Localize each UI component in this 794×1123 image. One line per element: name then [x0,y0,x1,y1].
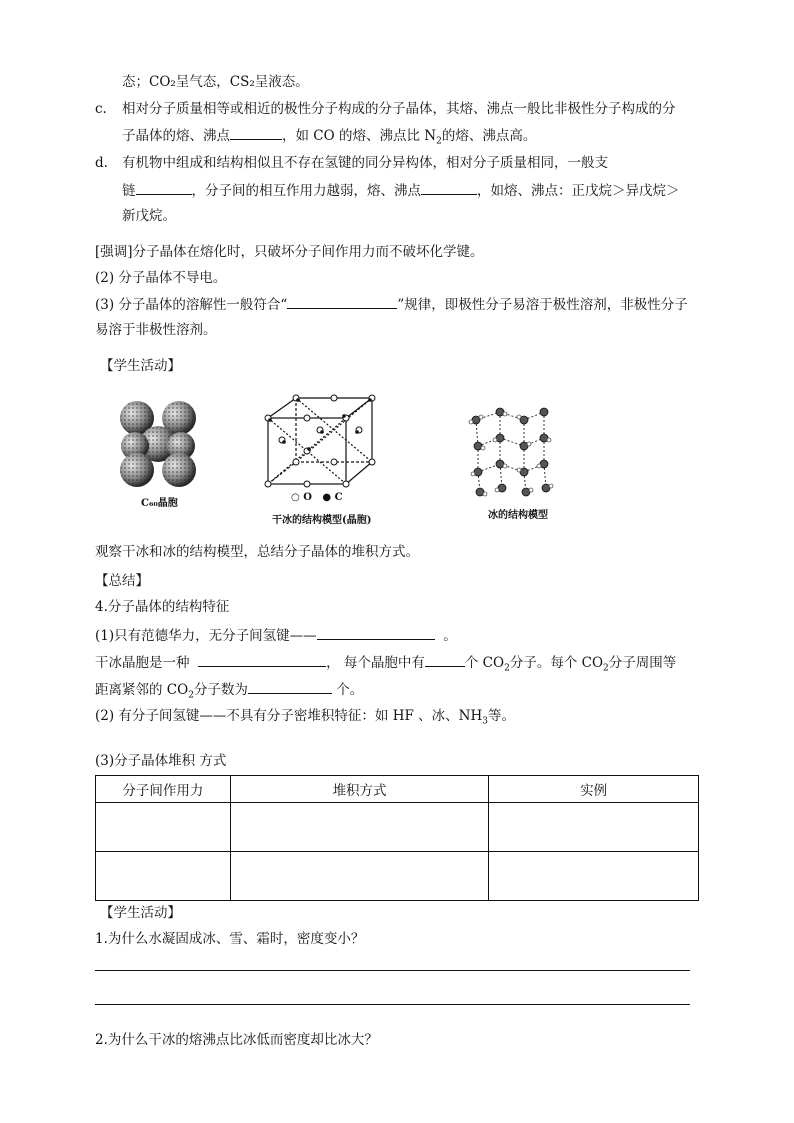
table-cell[interactable] [230,803,489,852]
item-b-tail: 态；CO₂呈气态，CS₂呈液态。 [122,74,309,90]
dry-ice-caption: 干冰的结构模型(晶胞) [272,515,372,526]
legend-oxygen: ○ O [291,492,312,503]
question-1: 1.为什么水凝固成冰、雪、霜时，密度变小？ [95,931,365,947]
item-c-line2: 子晶体的熔、沸点 ，如 CO 的熔、沸点比 $N_2$的熔、沸点高。 [122,125,536,146]
emphasis-note: [强调]分子晶体在熔化时，只破坏分子间作用力而不破坏化学键。 [95,244,484,260]
answer-blank[interactable] [248,679,332,694]
summary-p1: (1)只有范德华力，无分子间氢键—— 。 [95,625,457,646]
summary-heading: 【总结】 [95,573,149,589]
table-cell[interactable] [489,803,699,852]
item-d-line2: 链 ，分子间的相互作用力越弱，熔、沸点 ，如熔、沸点：正戊烷＞异戊烷＞ [122,180,680,201]
answer-blank[interactable] [425,652,465,667]
note-2: (2) 分子晶体不导电。 [95,270,227,286]
answer-blank[interactable] [287,294,397,309]
answer-blank[interactable] [198,652,326,667]
table-header-row [96,776,699,803]
answer-blank[interactable] [317,625,435,640]
header-packing-mode: 堆积方式 [230,776,489,803]
table-cell[interactable] [96,852,231,901]
answer-line[interactable] [95,970,690,971]
summary-title: 4.分子晶体的结构特征 [95,599,230,615]
packing-table [95,775,699,901]
table-row [96,852,699,901]
answer-blank[interactable] [230,125,282,140]
table-row [96,803,699,852]
header-intermolecular-force: 分子间作用力 [96,776,231,803]
summary-p1-line3: 距离紧邻的 $CO_2$分子数为 个。 [95,679,363,700]
item-d-label: d. [95,155,108,171]
answer-blank[interactable] [421,180,477,195]
note-3-cont: 易溶于非极性溶剂。 [95,322,217,338]
activity-instruction: 观察干冰和冰的结构模型，总结分子晶体的堆积方式。 [95,544,419,560]
legend [291,492,343,503]
ice-caption: 冰的结构模型 [488,510,548,521]
ice-model-image [464,404,554,500]
item-c-label: c. [95,101,107,117]
activity2-heading: 【学生活动】 [100,905,181,921]
table-cell[interactable] [489,852,699,901]
item-c-line1: 相对分子质量相等或相近的极性分子构成的分子晶体，其熔、沸点一般比非极性分子构成的分 [122,101,676,117]
c60-caption: C₆₀晶胞 [141,498,178,509]
note-3: (3) 分子晶体的溶解性一般符合“ ”规律，即极性分子易溶于极性溶剂，非极性分子 [95,294,688,315]
summary-p2: (2) 有分子间氢键——不具有分子密堆积特征：如 HF 、冰、$NH_3$等。 [95,708,515,727]
item-d-line3: 新戊烷。 [122,208,176,224]
answer-line[interactable] [95,1004,690,1005]
answer-blank[interactable] [136,180,192,195]
dry-ice-model-image [258,390,378,490]
summary-p1-line2: 干冰晶胞是一种 ， 每个晶胞中有 个 $CO_2$分子。每个 $CO_2$分子周围等 [95,652,676,673]
header-example: 实例 [489,776,699,803]
summary-p3: (3)分子晶体堆积 方式 [95,753,227,769]
activity-heading: 【学生活动】 [100,358,181,374]
table-cell[interactable] [96,803,231,852]
legend-carbon: ● C [322,492,343,503]
c60-crystal-image [115,398,201,490]
table-cell[interactable] [230,852,489,901]
question-2: 2.为什么干冰的熔沸点比冰低而密度却比冰大？ [95,1032,378,1048]
item-d-line1: 有机物中组成和结构相似且不存在氢键的同分异构体，相对分子质量相同，一般支 [122,155,608,171]
